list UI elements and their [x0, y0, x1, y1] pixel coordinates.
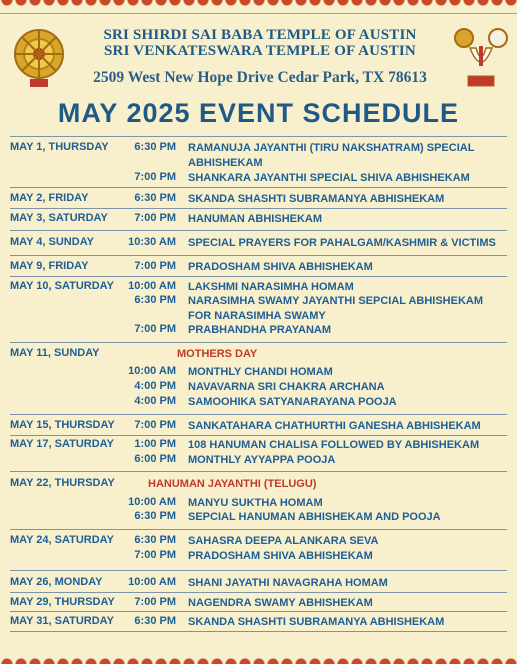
event-name: NAVAVARNA SRI CHAKRA ARCHANA: [188, 381, 385, 393]
row-divider: [10, 471, 507, 472]
row-divider: [10, 592, 507, 593]
event-name: HANUMAN ABHISHEKAM: [188, 213, 323, 225]
row-divider: [10, 230, 507, 231]
event-date: MAY 24, SATURDAY: [10, 534, 114, 546]
event-name: SHANKARA JAYANTHI SPECIAL SHIVA ABHISHEKAM: [188, 172, 470, 184]
event-time: 6:30 PM: [134, 534, 176, 546]
event-date: MAY 29, THURSDAY: [10, 596, 115, 608]
event-time: 7:00 PM: [134, 549, 176, 561]
shanku-chakra-namam-icon: [452, 24, 510, 90]
event-time: 10:00 AM: [128, 496, 176, 508]
event-date: MAY 15, THURSDAY: [10, 419, 115, 431]
row-divider: [10, 414, 507, 415]
decorative-bottom-border: [0, 650, 517, 664]
event-time: 6:30 PM: [134, 294, 176, 306]
event-name: LAKSHMI NARASIMHA HOMAM: [188, 281, 354, 293]
event-name: MANYU SUKTHA HOMAM: [188, 497, 323, 509]
event-name: 108 HANUMAN CHALISA FOLLOWED BY ABHISHEKAM: [188, 439, 480, 451]
event-date: MAY 2, FRIDAY: [10, 192, 89, 204]
temple-address: 2509 West New Hope Drive Cedar Park, TX 78613: [93, 69, 427, 86]
event-date: MAY 26, MONDAY: [10, 576, 103, 588]
event-name: NAGENDRA SWAMY ABHISHEKAM: [188, 597, 373, 609]
border-line: [0, 13, 517, 14]
event-time: 6:30 PM: [134, 615, 176, 627]
event-time: 7:00 PM: [134, 260, 176, 272]
event-name: SHANI JAYATHI NAVAGRAHA HOMAM: [188, 577, 388, 589]
event-date: MAY 9, FRIDAY: [10, 260, 89, 272]
page-title: MAY 2025 EVENT SCHEDULE: [57, 98, 460, 128]
row-divider: [10, 187, 507, 188]
row-divider: [10, 276, 507, 277]
event-date: MAY 3, SATURDAY: [10, 212, 108, 224]
event-date: MAY 11, SUNDAY: [10, 347, 100, 359]
event-date: MAY 22, THURSDAY: [10, 477, 115, 489]
row-divider: [10, 529, 507, 530]
event-time: 7:00 PM: [134, 323, 176, 335]
event-time: 7:00 PM: [134, 171, 176, 183]
event-time: 6:00 PM: [134, 453, 176, 465]
event-name: SANKATAHARA CHATHURTHI GANESHA ABHISHEKAM: [188, 420, 481, 432]
event-name: NARASIMHA SWAMY JAYANTHI SEPCIAL ABHISHEKAM FOR NARASIMHA SWAMY: [188, 295, 484, 322]
row-divider: [10, 342, 507, 343]
event-time: 6:30 PM: [134, 141, 176, 153]
temple-name-line-1: SRI SHIRDI SAI BABA TEMPLE OF AUSTIN: [103, 27, 417, 43]
event-date: MAY 1, THURSDAY: [10, 141, 109, 153]
row-divider: [10, 631, 507, 632]
event-time: 6:30 PM: [134, 192, 176, 204]
event-date: MAY 4, SUNDAY: [10, 236, 94, 248]
event-name: PRABHANDHA PRAYANAM: [188, 324, 332, 336]
row-divider: [10, 255, 507, 256]
event-name: SAMOOHIKA SATYANARAYANA POOJA: [188, 396, 397, 408]
temple-name-line-2: SRI VENKATESWARA TEMPLE OF AUSTIN: [104, 43, 416, 59]
event-name: SKANDA SHASHTI SUBRAMANYA ABHISHEKAM: [188, 193, 445, 205]
event-name: SKANDA SHASHTI SUBRAMANYA ABHISHEKAM: [188, 616, 445, 628]
row-divider: [10, 435, 507, 436]
event-time: 10:00 AM: [128, 576, 176, 588]
event-name: MONTHLY CHANDI HOMAM: [188, 366, 333, 378]
event-time: 7:00 PM: [134, 596, 176, 608]
event-time: 4:00 PM: [134, 395, 176, 407]
event-date: MAY 17, SATURDAY: [10, 438, 114, 450]
special-day-label: MOTHERS DAY: [177, 348, 258, 360]
event-date: MAY 31, SATURDAY: [10, 615, 114, 627]
row-divider: [10, 136, 507, 137]
special-day-label: HANUMAN JAYANTHI (TELUGU): [148, 478, 317, 490]
event-time: 1:00 PM: [134, 438, 176, 450]
decorative-top-border: [0, 0, 517, 14]
event-name: SEPCIAL HANUMAN ABHISHEKAM AND POOJA: [188, 511, 441, 523]
event-name: PRADOSHAM SHIVA ABHISHEKAM: [188, 261, 373, 273]
row-divider: [10, 570, 507, 571]
event-time: 10:00 AM: [128, 365, 176, 377]
row-divider: [10, 611, 507, 612]
event-time: 7:00 PM: [134, 212, 176, 224]
row-divider: [10, 208, 507, 209]
event-time: 10:30 AM: [128, 236, 176, 248]
event-name: PRADOSHAM SHIVA ABHISHEKAM: [188, 550, 373, 562]
event-name: SAHASRA DEEPA ALANKARA SEVA: [188, 535, 379, 547]
event-time: 7:00 PM: [134, 419, 176, 431]
event-name: RAMANUJA JAYANTHI (TIRU NAKSHATRAM) SPECIAL ABHISHEKAM: [188, 142, 475, 169]
event-date: MAY 10, SATURDAY: [10, 280, 114, 292]
event-name: MONTHLY AYYAPPA POOJA: [188, 454, 336, 466]
event-time: 6:30 PM: [134, 510, 176, 522]
event-name: SPECIAL PRAYERS FOR PAHALGAM/KASHMIR & VICTIMS: [188, 237, 496, 249]
event-time: 4:00 PM: [134, 380, 176, 392]
event-time: 10:00 AM: [128, 280, 176, 292]
